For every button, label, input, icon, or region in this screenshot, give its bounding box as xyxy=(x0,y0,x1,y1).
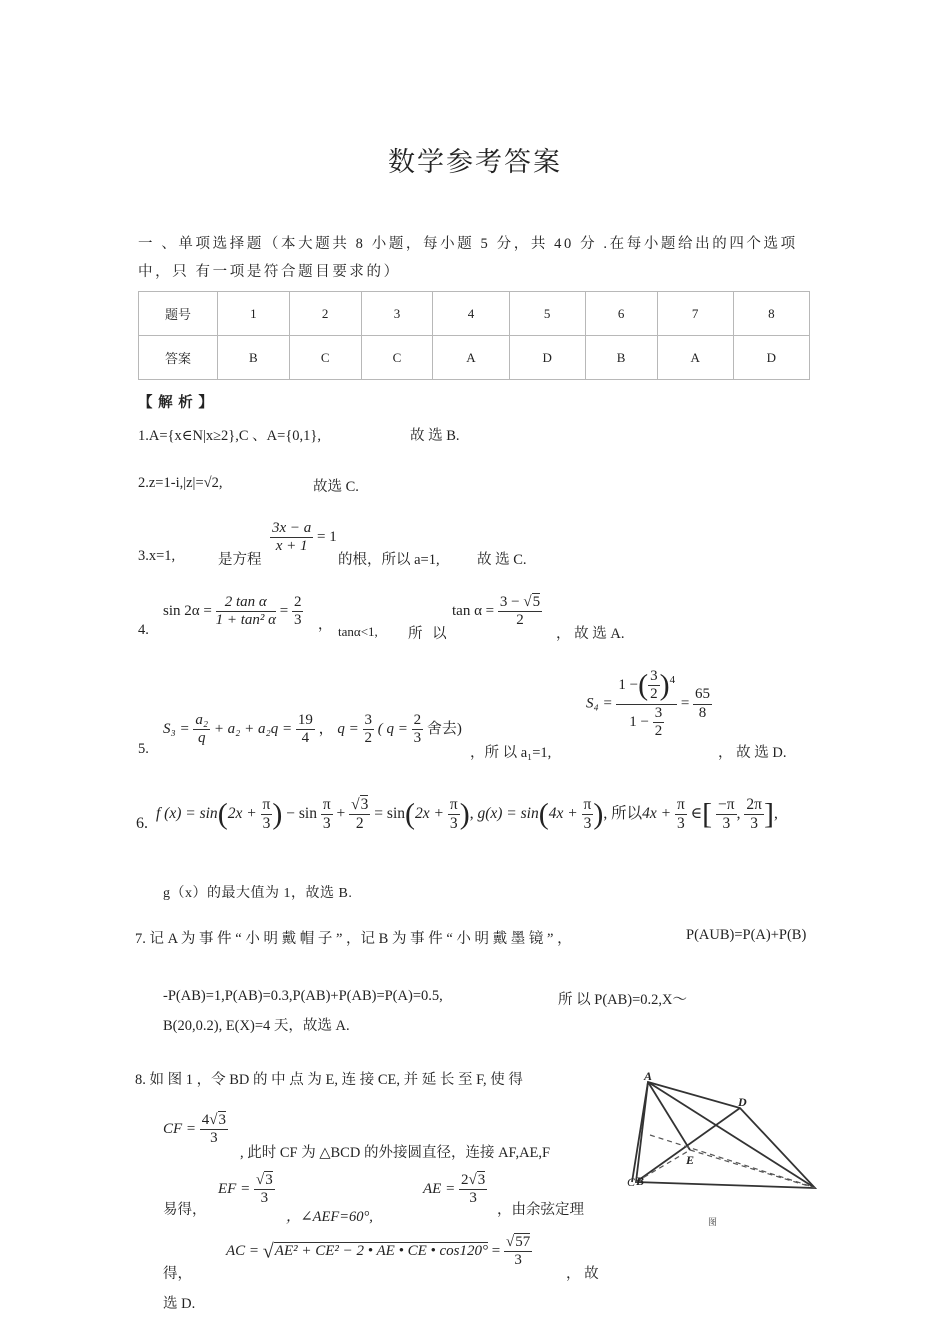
q4-result: ， 故 选 A. xyxy=(556,626,625,642)
q6-three: 3 xyxy=(262,814,271,832)
q5-s4-num-a: 1 − xyxy=(618,677,639,694)
q6-two: 2 xyxy=(355,814,364,832)
q8-ae-num-root: 3 xyxy=(477,1172,486,1188)
figure-label-e: E xyxy=(686,1153,695,1167)
q2-text: 2.z=1-i,|z|=√2, xyxy=(138,475,223,491)
table-cell-number: 7 xyxy=(657,292,733,336)
q8-ef-denominator: 3 xyxy=(260,1190,269,1207)
q1-result: 故 选 B. xyxy=(410,428,460,444)
q8-ac-lhs: AC = xyxy=(226,1243,260,1260)
q8-ac-numerator: 57 xyxy=(515,1234,531,1250)
table-cell-number: 5 xyxy=(509,292,585,336)
q4-lead: 4. xyxy=(138,622,149,638)
q6-f-arg: 2x + xyxy=(227,804,257,822)
q8-ef-equation: EF = $\frac{√3}{3}$ xyxy=(218,1172,273,1207)
q8-cos-rule: ，由余弦定理 xyxy=(497,1202,584,1218)
q3-eq-numerator: 3x − a xyxy=(270,520,313,538)
q4-condition: tanα<1, xyxy=(338,624,378,639)
q5-q-alt-denominator: 3 xyxy=(413,730,422,747)
table-cell-answer: C xyxy=(289,336,361,380)
q6-three: 3 xyxy=(449,814,458,832)
q5-s3-mid: + a₂ + a₂q = xyxy=(213,721,293,738)
q8-ef-num-root: 3 xyxy=(265,1172,273,1188)
q6-three: 3 xyxy=(722,814,731,832)
q6-in: ∈ xyxy=(690,804,703,822)
q2-result: 故选 C. xyxy=(313,479,359,495)
q8-line2: , 此时 CF 为 △BCD 的外接圆直径，连接 AF,AE,F xyxy=(240,1145,551,1161)
q5-s3-lhs: S₃ = xyxy=(163,721,190,738)
table-cell-answer: D xyxy=(509,336,585,380)
table-header-label: 题号 xyxy=(139,292,218,336)
q6-so: 所以 xyxy=(611,804,643,822)
q8-cf-denominator: 3 xyxy=(210,1130,218,1147)
q5-s4-result-denominator: 8 xyxy=(698,704,707,721)
q6-f-lhs: f (x) = sin xyxy=(156,804,218,822)
q3-eq-denominator: x + 1 xyxy=(275,538,308,555)
table-cell-answer: C xyxy=(361,336,433,380)
section-heading-line1: 一 、单项选择题（本大题共 8 小题，每小题 5 分，共 40 分 .在每小题给出的四个选项 xyxy=(138,236,798,252)
figure-label-a: A xyxy=(644,1070,653,1083)
table-cell-number: 6 xyxy=(585,292,657,336)
q6-pi: π xyxy=(449,796,458,813)
q4-eq2-denominator: 2 xyxy=(516,612,524,629)
q6-pi: π xyxy=(322,796,331,813)
table-answer-label: 答案 xyxy=(139,336,218,380)
q4-eq1-equals: = xyxy=(279,603,289,620)
figure-dashed-lines xyxy=(636,1135,815,1188)
q6-line2: g（x）的最大值为 1，故选 B. xyxy=(163,886,353,901)
q5-s4-num-frac-denominator: 2 xyxy=(650,686,658,703)
q8-ae-num-a: 2 xyxy=(460,1172,469,1188)
q5-s4-den-frac-denominator: 2 xyxy=(654,722,663,739)
geometry-figure xyxy=(620,1070,820,1235)
table-row-answers xyxy=(139,336,810,380)
q5-q-lhs: q = xyxy=(337,721,359,738)
q4-eq1-numerator: 2 tan α xyxy=(216,594,276,612)
q5-q-denominator: 2 xyxy=(364,730,372,747)
q4-so: 所 以 xyxy=(408,626,450,642)
q4-eq2-numerator-a: 3 − xyxy=(499,594,524,610)
q4-eq2-lhs: tan α = xyxy=(452,603,495,620)
q8-ae-denominator: 3 xyxy=(469,1190,477,1207)
q6-g-arg: 4x + xyxy=(548,804,578,822)
q4-eq2-numerator-root: 5 xyxy=(532,594,541,610)
q6-three: 3 xyxy=(750,814,759,832)
q5-s4-den-a: 1 − xyxy=(629,713,649,730)
q5-s3-numerator: a₂ xyxy=(193,712,210,730)
table-cell-number: 1 xyxy=(218,292,290,336)
q8-line1: 8. 如 图 1 ，令 BD 的 中 点 为 E, 连 接 CE, 并 延 长 至 F, 使 得 xyxy=(135,1072,523,1088)
table-cell-answer: D xyxy=(733,336,809,380)
answer-table xyxy=(138,291,810,380)
table-cell-answer: A xyxy=(657,336,733,380)
table-cell-number: 8 xyxy=(733,292,809,336)
q3-eq-rhs: = 1 xyxy=(317,529,337,546)
q5-s4-result-numerator: 65 xyxy=(693,686,712,704)
q8-last: 选 D. xyxy=(163,1296,196,1312)
q3-equation xyxy=(270,520,337,556)
figure-label-c: C xyxy=(627,1175,636,1189)
table-row-numbers xyxy=(139,292,810,336)
q5-q-numerator: 3 xyxy=(363,712,375,730)
q5-s4-lhs: S₄ = xyxy=(586,695,613,712)
q7-line3: B(20,0.2), E(X)=4 天，故选 A. xyxy=(163,1018,350,1034)
q6-two-pi: 2π xyxy=(746,796,762,813)
q6-plus: + xyxy=(336,804,346,822)
q3-result: 故 选 C. xyxy=(477,552,527,568)
analysis-heading: 【 解 析 】 xyxy=(138,395,214,411)
q8-ac-equals: = xyxy=(491,1243,501,1260)
q5-lead: 5. xyxy=(138,741,149,757)
q6-three: 3 xyxy=(322,814,331,832)
q5-q-alt-rest: 舍去) xyxy=(426,721,462,738)
q8-ac-root: AE² + CE² − 2 • AE • CE • cos120° xyxy=(274,1243,488,1260)
figure-caption: 图 xyxy=(708,1217,718,1227)
q5-s3-equation: S₃ = $\frac{\text{a₂}}{q}$ + a₂ + a₂q = $\frac{19}{4}$ ， q = $\frac{3}{2}$ ( q = $\frac{2}{3}$ 舍去) xyxy=(163,712,462,747)
q3-lead: 3.x=1, xyxy=(138,548,176,564)
q8-de: 得， xyxy=(163,1266,192,1282)
q6-pi: π xyxy=(676,796,685,813)
q6-pi: π xyxy=(583,796,592,813)
figure-line-ac xyxy=(648,1082,815,1188)
table-cell-number: 3 xyxy=(361,292,433,336)
section-heading-line2: 中，只 有一项是符合题目要求的） xyxy=(138,264,401,280)
figure-label-d: D xyxy=(738,1095,747,1109)
q5-q-alt-numerator: 2 xyxy=(412,712,424,730)
q5-so: ，所 以 a₁=1, xyxy=(470,745,552,761)
q5-s4-equals: = xyxy=(680,695,690,712)
q6-minus-sin: − sin xyxy=(286,804,317,822)
figure-line-ab xyxy=(632,1082,648,1182)
q3-after: 的根，所以 a=1, xyxy=(338,552,440,568)
q6-three: 3 xyxy=(677,814,685,832)
q6-range-arg: 4x + xyxy=(642,804,672,822)
q8-easy: 易得， xyxy=(163,1202,207,1218)
table-cell-number: 4 xyxy=(433,292,509,336)
q1-text: 1.A={x∈N|x≥2},C 、A={0,1}, xyxy=(138,428,321,444)
q4-equation-2: tan α = $\frac{3 - √5}{2}$ xyxy=(452,594,541,629)
q8-ae-lhs: AE = xyxy=(423,1181,456,1198)
q6-three: 3 xyxy=(583,814,592,832)
figure-line-bd xyxy=(636,1108,740,1182)
q6-g-lhs: g(x) = sin xyxy=(477,804,539,822)
q6-lead: 6. xyxy=(136,815,148,832)
table-cell-number: 2 xyxy=(289,292,361,336)
q8-gu: ， 故 xyxy=(566,1266,599,1282)
q8-ac-denominator: 3 xyxy=(514,1252,522,1269)
figure-solid-lines xyxy=(632,1082,815,1188)
q8-cf-num-root: 3 xyxy=(218,1112,227,1128)
q7-line2-result: 所 以 P(AB)=0.2,X～ xyxy=(558,992,688,1008)
q6-neg-pi: −π xyxy=(718,796,735,813)
figure-label-b: B xyxy=(636,1174,645,1188)
q4-eq1-denominator: 1 + tan² α xyxy=(215,612,276,629)
q5-s4-equation: S₄ = 1 −( $\frac{3}{2}$ )$^4$ 1 − $\frac{3}{2}$ = $\frac{65}{8}$ xyxy=(586,668,711,739)
q4-eq1-denominator-2: 3 xyxy=(293,612,302,629)
q8-cf-equation: CF = $\frac{4√3}{3}$ xyxy=(163,1112,227,1147)
q5-s4-num-frac-numerator: 3 xyxy=(648,668,660,686)
figure-outline xyxy=(636,1082,815,1188)
q7-line2: -P(AB)=1,P(AB)=0.3,P(AB)+P(AB)=P(A)=0.5, xyxy=(163,988,443,1004)
q6-equation: f (x) = sin(2x + $\frac{\pi}{3}$ ) − sin $\frac{\pi}{3}$ + $\frac{√3}{2}$ = sin(2x + $\frac{\pi}{3}$ ), g(x) = sin(4x + $\frac{\pi}{3}$ ), 所以4x + $\frac{\pi}{3}$ ∈[ $\frac{-\pi}{3}$ , $\frac{2\pi}{3}$ ], xyxy=(156,796,778,832)
q6-pi: π xyxy=(262,796,271,813)
q7-line1: 7. 记 A 为 事 件 “ 小 明 戴 帽 子 ” ，记 B 为 事 件 “ 小 明 戴 墨 镜 ” ， xyxy=(135,931,572,947)
q4-equation-1 xyxy=(163,594,303,630)
q8-ef-lhs: EF = xyxy=(218,1181,251,1198)
q8-ae-equation: AE = $\frac{2√3}{3}$ xyxy=(423,1172,486,1207)
q8-cf-num-a: 4 xyxy=(201,1112,210,1128)
table-cell-answer: B xyxy=(585,336,657,380)
q5-result: ， 故 选 D. xyxy=(718,745,787,761)
page-title: 数学参考答案 xyxy=(388,147,562,177)
q5-s4-num-exponent: 4 xyxy=(669,674,676,687)
q6-f-arg: 2x + xyxy=(415,804,444,822)
q7-line1-formula: P(AUB)=P(A)+P(B) xyxy=(686,927,807,943)
q5-s4-den-frac-numerator: 3 xyxy=(653,705,665,723)
table-cell-answer: B xyxy=(218,336,290,380)
q5-s3-result-numerator: 19 xyxy=(296,712,315,730)
q6-eq-sin: = sin xyxy=(374,804,406,822)
table-cell-answer: A xyxy=(433,336,509,380)
q4-eq1-lhs: sin 2α = xyxy=(163,603,212,620)
q8-cf-lhs: CF = xyxy=(163,1121,197,1138)
q5-s3-denominator: q xyxy=(197,730,206,747)
q5-q-alt-lhs: ( q = xyxy=(377,721,408,738)
q8-angle: ，∠AEF=60°, xyxy=(286,1209,373,1225)
q3-mid: 是方程 xyxy=(218,552,262,568)
q6-sqrt3: 3 xyxy=(360,796,369,813)
q8-ac-equation: AC = √AE² + CE² − 2 • AE • CE • cos120° = $\frac{√57}{3}$ xyxy=(226,1234,531,1269)
q5-s3-result-denominator: 4 xyxy=(301,730,310,747)
q4-eq1-numerator-2: 2 xyxy=(292,594,304,612)
